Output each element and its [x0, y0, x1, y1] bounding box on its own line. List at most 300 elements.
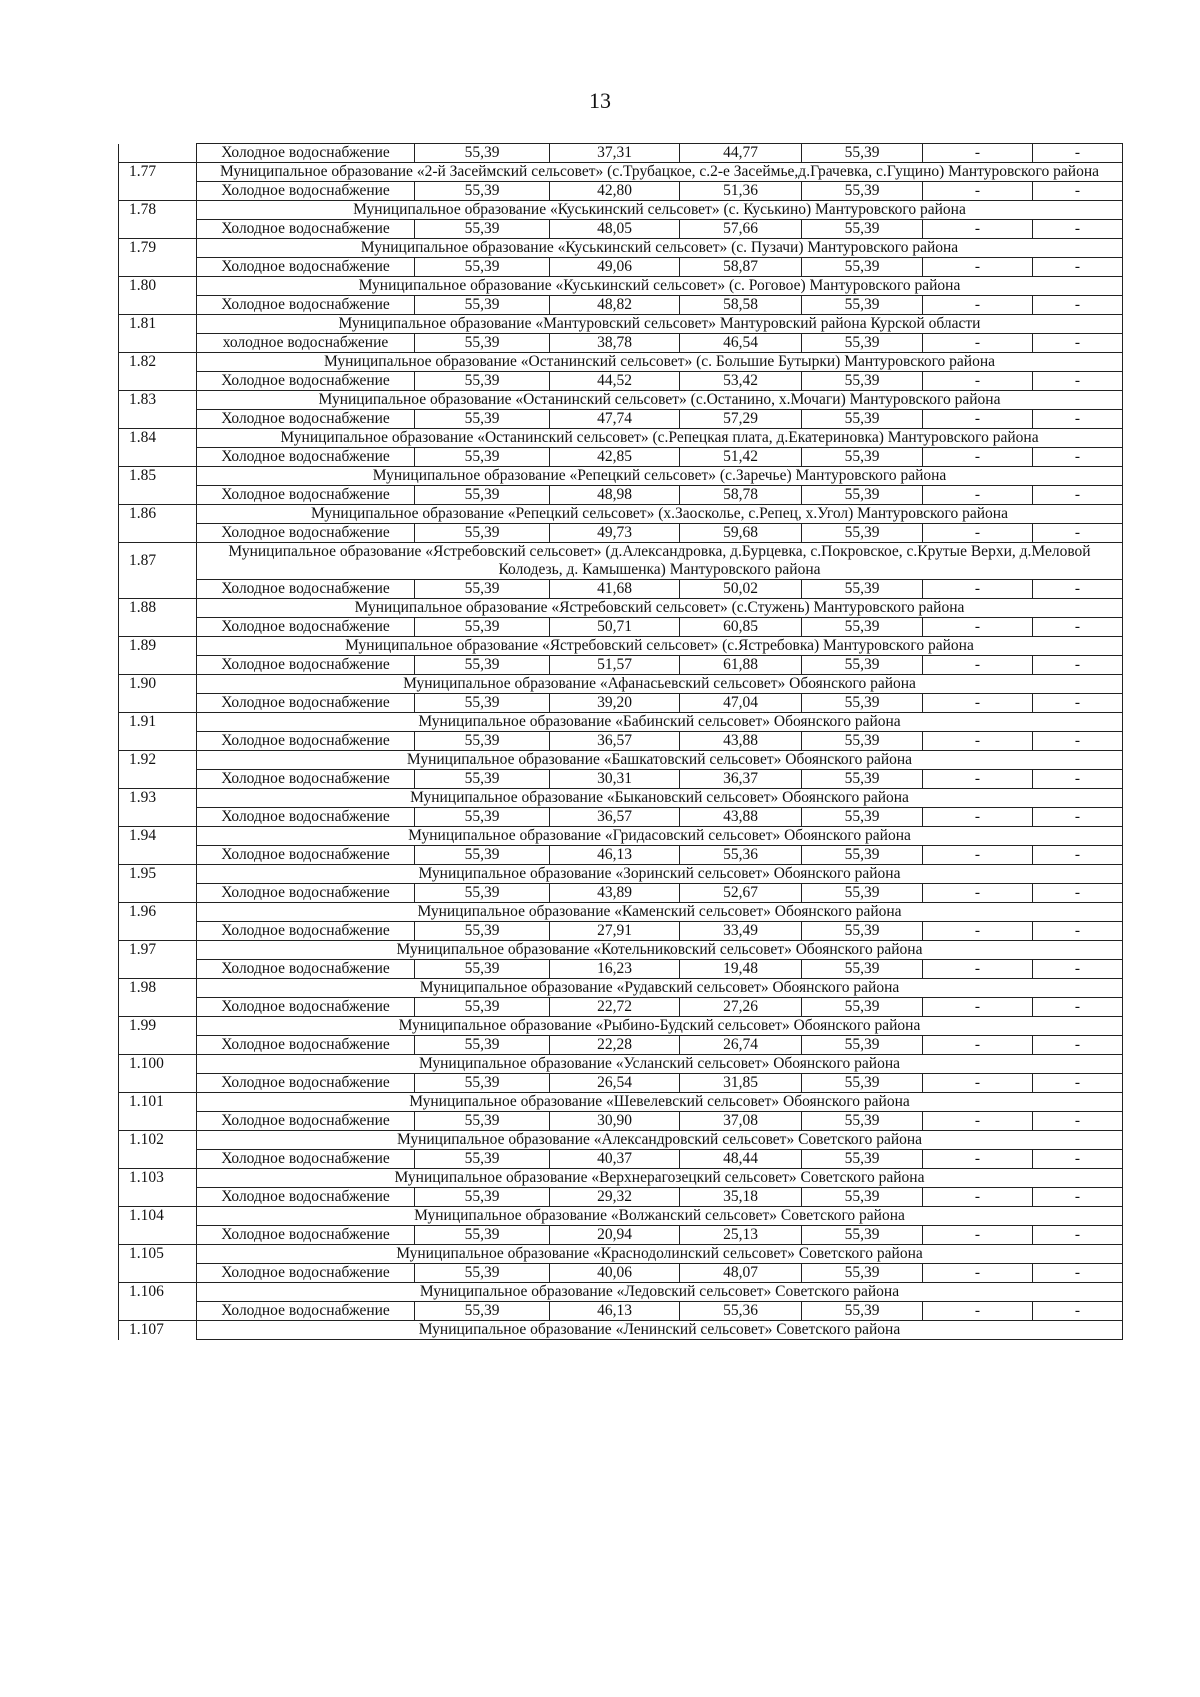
- municipality-title: Муниципальное образование «Ледовский сельсовет» Советского района: [197, 1283, 1123, 1302]
- service-row: [119, 1302, 1123, 1321]
- tariff-value: 55,39: [415, 770, 550, 789]
- tariff-value: -: [923, 808, 1033, 827]
- tariff-value: 37,31: [550, 144, 680, 163]
- tariff-value: -: [923, 1036, 1033, 1055]
- tariff-value: 57,29: [680, 410, 802, 429]
- tariff-value: -: [1033, 258, 1123, 277]
- tariff-value: 55,39: [802, 1074, 923, 1093]
- service-row: [119, 410, 1123, 429]
- service-row: [119, 884, 1123, 903]
- tariff-value: -: [923, 334, 1033, 353]
- municipality-title: Муниципальное образование «Афанасьевский сельсовет» Обоянского района: [197, 675, 1123, 694]
- tariff-value: 50,02: [680, 580, 802, 599]
- municipality-title: Муниципальное образование «Репецкий сельсовет» (с.Заречье) Мантуровского района: [197, 467, 1123, 486]
- tariff-value: -: [923, 372, 1033, 391]
- tariff-table: [118, 143, 1123, 1340]
- tariff-value: 55,39: [802, 486, 923, 505]
- tariff-value: 36,57: [550, 808, 680, 827]
- tariff-value: 55,39: [415, 960, 550, 979]
- tariff-value: -: [1033, 1188, 1123, 1207]
- service-name: Холодное водоснабжение: [197, 998, 415, 1017]
- tariff-value: 29,32: [550, 1188, 680, 1207]
- tariff-value: 48,07: [680, 1264, 802, 1283]
- tariff-value: 55,39: [802, 220, 923, 239]
- municipality-row: [119, 1055, 1123, 1074]
- tariff-value: 58,78: [680, 486, 802, 505]
- municipality-title: Муниципальное образование «Ястребовский сельсовет» (с.Стужень) Мантуровского района: [197, 599, 1123, 618]
- municipality-title: Муниципальное образование «2-й Засеймский сельсовет» (с.Трубацкое, с.2-е Засеймье,д.Грачевка, с.Гущино) Мантуровского района: [197, 163, 1123, 182]
- service-name: Холодное водоснабжение: [197, 1112, 415, 1131]
- service-name: Холодное водоснабжение: [197, 220, 415, 239]
- row-number-cell: [119, 770, 197, 789]
- municipality-title: Муниципальное образование «Усланский сельсовет» Обоянского района: [197, 1055, 1123, 1074]
- row-number-cell: [119, 1302, 197, 1321]
- tariff-value: 46,13: [550, 846, 680, 865]
- tariff-value: -: [1033, 1036, 1123, 1055]
- municipality-title: Муниципальное образование «Куськинский сельсовет» (с. Роговое) Мантуровского района: [197, 277, 1123, 296]
- tariff-value: 16,23: [550, 960, 680, 979]
- tariff-value: -: [923, 296, 1033, 315]
- tariff-value: 46,54: [680, 334, 802, 353]
- row-number-cell: [119, 486, 197, 505]
- municipality-title: Муниципальное образование «Быкановский сельсовет» Обоянского района: [197, 789, 1123, 808]
- tariff-value: 55,39: [802, 1188, 923, 1207]
- service-name: Холодное водоснабжение: [197, 182, 415, 201]
- service-name: Холодное водоснабжение: [197, 1264, 415, 1283]
- tariff-value: 41,68: [550, 580, 680, 599]
- tariff-value: 55,39: [802, 922, 923, 941]
- row-number-cell: [119, 258, 197, 277]
- service-name: Холодное водоснабжение: [197, 144, 415, 163]
- tariff-value: -: [1033, 1226, 1123, 1245]
- service-row: [119, 1150, 1123, 1169]
- municipality-row: [119, 1321, 1123, 1340]
- municipality-title: Муниципальное образование «Гридасовский сельсовет» Обоянского района: [197, 827, 1123, 846]
- tariff-value: 36,37: [680, 770, 802, 789]
- service-name: Холодное водоснабжение: [197, 524, 415, 543]
- row-number: 1.79: [119, 239, 197, 258]
- row-number-cell: [119, 1188, 197, 1207]
- tariff-value: -: [1033, 1112, 1123, 1131]
- tariff-value: 55,39: [802, 144, 923, 163]
- tariff-value: 55,39: [415, 1188, 550, 1207]
- row-number-cell: [119, 884, 197, 903]
- municipality-row: [119, 1093, 1123, 1112]
- tariff-value: 55,39: [802, 1036, 923, 1055]
- tariff-value: 50,71: [550, 618, 680, 637]
- service-name: Холодное водоснабжение: [197, 732, 415, 751]
- municipality-row: [119, 941, 1123, 960]
- tariff-value: -: [923, 846, 1033, 865]
- tariff-value: 55,39: [415, 1302, 550, 1321]
- service-name: Холодное водоснабжение: [197, 884, 415, 903]
- tariff-value: 55,39: [802, 884, 923, 903]
- service-name: Холодное водоснабжение: [197, 846, 415, 865]
- tariff-value: 55,39: [415, 1150, 550, 1169]
- service-row: [119, 1036, 1123, 1055]
- tariff-value: 48,05: [550, 220, 680, 239]
- tariff-value: 58,87: [680, 258, 802, 277]
- service-row: [119, 998, 1123, 1017]
- municipality-title: Муниципальное образование «Ястребовский сельсовет» (д.Александровка, д.Бурцевка, с.Покровское, с.Крутые Верхи, д.Меловой Колодезь, д. Камышенка) Мантуровского района: [197, 543, 1123, 580]
- row-number-cell: [119, 580, 197, 599]
- tariff-value: 55,39: [802, 334, 923, 353]
- service-row: [119, 808, 1123, 827]
- tariff-value: -: [923, 182, 1033, 201]
- tariff-value: -: [923, 922, 1033, 941]
- row-number-cell: [119, 618, 197, 637]
- service-name: Холодное водоснабжение: [197, 258, 415, 277]
- tariff-value: -: [923, 1226, 1033, 1245]
- tariff-value: 55,39: [415, 1074, 550, 1093]
- tariff-value: 52,67: [680, 884, 802, 903]
- tariff-value: 43,88: [680, 808, 802, 827]
- tariff-value: 55,39: [415, 1264, 550, 1283]
- tariff-value: 55,39: [415, 258, 550, 277]
- service-row: [119, 770, 1123, 789]
- municipality-title: Муниципальное образование «Останинский сельсовет» (с.Останино, х.Мочаги) Мантуровского района: [197, 391, 1123, 410]
- row-number: 1.90: [119, 675, 197, 694]
- tariff-value: 35,18: [680, 1188, 802, 1207]
- municipality-row: [119, 1283, 1123, 1302]
- row-number: 1.82: [119, 353, 197, 372]
- tariff-value: 55,39: [415, 144, 550, 163]
- municipality-row: [119, 1017, 1123, 1036]
- tariff-value: 43,89: [550, 884, 680, 903]
- tariff-value: 51,42: [680, 448, 802, 467]
- tariff-value: 43,88: [680, 732, 802, 751]
- municipality-row: [119, 1207, 1123, 1226]
- municipality-row: [119, 713, 1123, 732]
- tariff-value: 55,36: [680, 846, 802, 865]
- tariff-value: 55,39: [802, 998, 923, 1017]
- municipality-title: Муниципальное образование «Куськинский сельсовет» (с. Куськино) Мантуровского района: [197, 201, 1123, 220]
- row-number: 1.101: [119, 1093, 197, 1112]
- row-number-cell: [119, 694, 197, 713]
- service-row: [119, 618, 1123, 637]
- tariff-value: 55,39: [415, 808, 550, 827]
- tariff-value: 55,39: [415, 618, 550, 637]
- service-row: [119, 448, 1123, 467]
- municipality-row: [119, 277, 1123, 296]
- page-number: 13: [589, 88, 611, 113]
- row-number-cell: [119, 372, 197, 391]
- tariff-value: -: [1033, 732, 1123, 751]
- tariff-value: 55,39: [415, 486, 550, 505]
- tariff-value: 55,39: [802, 1112, 923, 1131]
- tariff-value: 40,06: [550, 1264, 680, 1283]
- tariff-value: -: [1033, 144, 1123, 163]
- service-name: Холодное водоснабжение: [197, 1036, 415, 1055]
- tariff-value: -: [1033, 1264, 1123, 1283]
- row-number-cell: [119, 448, 197, 467]
- tariff-value: -: [923, 448, 1033, 467]
- municipality-row: [119, 467, 1123, 486]
- tariff-value: 55,39: [802, 1302, 923, 1321]
- municipality-title: Муниципальное образование «Краснодолинский сельсовет» Советского района: [197, 1245, 1123, 1264]
- tariff-value: 49,06: [550, 258, 680, 277]
- service-name: Холодное водоснабжение: [197, 580, 415, 599]
- tariff-value: -: [923, 1302, 1033, 1321]
- tariff-value: 55,39: [415, 694, 550, 713]
- tariff-value: 55,39: [802, 1264, 923, 1283]
- tariff-value: 40,37: [550, 1150, 680, 1169]
- service-row: [119, 220, 1123, 239]
- tariff-value: -: [923, 998, 1033, 1017]
- tariff-value: 27,91: [550, 922, 680, 941]
- tariff-value: 51,36: [680, 182, 802, 201]
- municipality-title: Муниципальное образование «Шевелевский сельсовет» Обоянского района: [197, 1093, 1123, 1112]
- row-number: 1.86: [119, 505, 197, 524]
- tariff-value: 55,39: [802, 1226, 923, 1245]
- municipality-row: [119, 505, 1123, 524]
- tariff-value: -: [923, 580, 1033, 599]
- tariff-value: 47,74: [550, 410, 680, 429]
- service-row: [119, 656, 1123, 675]
- municipality-row: [119, 903, 1123, 922]
- service-name: Холодное водоснабжение: [197, 410, 415, 429]
- tariff-value: 55,39: [415, 732, 550, 751]
- tariff-value: 61,88: [680, 656, 802, 675]
- tariff-value: 55,39: [415, 448, 550, 467]
- tariff-value: -: [1033, 770, 1123, 789]
- row-number-cell: [119, 998, 197, 1017]
- municipality-title: Муниципальное образование «Каменский сельсовет» Обоянского района: [197, 903, 1123, 922]
- municipality-row: [119, 827, 1123, 846]
- service-name: Холодное водоснабжение: [197, 296, 415, 315]
- municipality-title: Муниципальное образование «Ленинский сельсовет» Советского района: [197, 1321, 1123, 1340]
- row-number-cell: [119, 334, 197, 353]
- tariff-value: 30,31: [550, 770, 680, 789]
- tariff-value: -: [923, 220, 1033, 239]
- municipality-row: [119, 599, 1123, 618]
- service-row: [119, 960, 1123, 979]
- tariff-value: 55,39: [802, 448, 923, 467]
- tariff-value: -: [1033, 960, 1123, 979]
- tariff-value: 55,39: [802, 960, 923, 979]
- tariff-value: -: [923, 618, 1033, 637]
- row-number: 1.97: [119, 941, 197, 960]
- municipality-title: Муниципальное образование «Ястребовский сельсовет» (с.Ястребовка) Мантуровского района: [197, 637, 1123, 656]
- municipality-row: [119, 1245, 1123, 1264]
- tariff-value: -: [1033, 694, 1123, 713]
- service-row: [119, 1226, 1123, 1245]
- tariff-table-body: [119, 144, 1123, 1340]
- municipality-row: [119, 315, 1123, 334]
- row-number: 1.95: [119, 865, 197, 884]
- municipality-title: Муниципальное образование «Рыбино-Будский сельсовет» Обоянского района: [197, 1017, 1123, 1036]
- row-number-cell: [119, 922, 197, 941]
- tariff-value: 55,39: [415, 524, 550, 543]
- tariff-value: 26,74: [680, 1036, 802, 1055]
- municipality-title: Муниципальное образование «Верхнерагозецкий сельсовет» Советского района: [197, 1169, 1123, 1188]
- row-number: 1.89: [119, 637, 197, 656]
- row-number: 1.84: [119, 429, 197, 448]
- tariff-value: 51,57: [550, 656, 680, 675]
- tariff-value: 55,39: [802, 372, 923, 391]
- service-row: [119, 486, 1123, 505]
- row-number-cell: [119, 960, 197, 979]
- row-number: 1.92: [119, 751, 197, 770]
- tariff-value: 48,82: [550, 296, 680, 315]
- tariff-value: 55,36: [680, 1302, 802, 1321]
- row-number: 1.81: [119, 315, 197, 334]
- service-name: Холодное водоснабжение: [197, 1188, 415, 1207]
- row-number: 1.100: [119, 1055, 197, 1074]
- row-number-cell: [119, 1074, 197, 1093]
- municipality-row: [119, 391, 1123, 410]
- tariff-value: 58,58: [680, 296, 802, 315]
- tariff-value: -: [923, 524, 1033, 543]
- tariff-value: 49,73: [550, 524, 680, 543]
- tariff-value: 22,72: [550, 998, 680, 1017]
- row-number-cell: [119, 296, 197, 315]
- tariff-value: 55,39: [802, 524, 923, 543]
- tariff-value: 26,54: [550, 1074, 680, 1093]
- tariff-value: 55,39: [802, 410, 923, 429]
- service-row: [119, 580, 1123, 599]
- service-row: [119, 296, 1123, 315]
- row-number: 1.87: [119, 543, 197, 580]
- service-row: [119, 258, 1123, 277]
- tariff-value: 55,39: [415, 334, 550, 353]
- service-row: [119, 1188, 1123, 1207]
- tariff-value: 55,39: [802, 1150, 923, 1169]
- service-row: [119, 144, 1123, 163]
- row-number: 1.106: [119, 1283, 197, 1302]
- municipality-title: Муниципальное образование «Бабинский сельсовет» Обоянского района: [197, 713, 1123, 732]
- tariff-value: 55,39: [802, 656, 923, 675]
- tariff-value: -: [1033, 372, 1123, 391]
- tariff-value: 42,85: [550, 448, 680, 467]
- tariff-value: 60,85: [680, 618, 802, 637]
- row-number: 1.99: [119, 1017, 197, 1036]
- municipality-title: Муниципальное образование «Котельниковский сельсовет» Обоянского района: [197, 941, 1123, 960]
- tariff-value: -: [923, 410, 1033, 429]
- row-number: 1.94: [119, 827, 197, 846]
- municipality-row: [119, 751, 1123, 770]
- tariff-value: -: [1033, 220, 1123, 239]
- tariff-value: 55,39: [415, 1036, 550, 1055]
- service-name: Холодное водоснабжение: [197, 694, 415, 713]
- tariff-value: 55,39: [802, 732, 923, 751]
- tariff-value: 55,39: [415, 922, 550, 941]
- row-number: 1.93: [119, 789, 197, 808]
- tariff-value: -: [923, 1112, 1033, 1131]
- municipality-title: Муниципальное образование «Зоринский сельсовет» Обоянского района: [197, 865, 1123, 884]
- municipality-row: [119, 865, 1123, 884]
- tariff-value: 36,57: [550, 732, 680, 751]
- tariff-value: 53,42: [680, 372, 802, 391]
- tariff-value: 42,80: [550, 182, 680, 201]
- tariff-value: 44,77: [680, 144, 802, 163]
- tariff-value: -: [1033, 580, 1123, 599]
- tariff-value: -: [923, 884, 1033, 903]
- tariff-value: -: [1033, 884, 1123, 903]
- tariff-value: -: [1033, 846, 1123, 865]
- row-number-cell: [119, 808, 197, 827]
- row-number: 1.83: [119, 391, 197, 410]
- tariff-value: 48,44: [680, 1150, 802, 1169]
- service-row: [119, 182, 1123, 201]
- tariff-value: 33,49: [680, 922, 802, 941]
- tariff-value: 25,13: [680, 1226, 802, 1245]
- tariff-value: 55,39: [802, 580, 923, 599]
- tariff-value: 27,26: [680, 998, 802, 1017]
- row-number-cell: [119, 1264, 197, 1283]
- tariff-value: -: [1033, 448, 1123, 467]
- tariff-value: 55,39: [802, 770, 923, 789]
- tariff-value: 55,39: [802, 846, 923, 865]
- municipality-title: Муниципальное образование «Рудавский сельсовет» Обоянского района: [197, 979, 1123, 998]
- service-name: Холодное водоснабжение: [197, 448, 415, 467]
- tariff-value: -: [1033, 486, 1123, 505]
- service-name: Холодное водоснабжение: [197, 486, 415, 505]
- tariff-value: -: [923, 1264, 1033, 1283]
- tariff-value: 46,13: [550, 1302, 680, 1321]
- tariff-value: -: [923, 258, 1033, 277]
- tariff-value: -: [923, 732, 1033, 751]
- service-row: [119, 846, 1123, 865]
- tariff-value: 57,66: [680, 220, 802, 239]
- service-row: [119, 1074, 1123, 1093]
- municipality-row: [119, 789, 1123, 808]
- tariff-value: -: [1033, 410, 1123, 429]
- service-name: Холодное водоснабжение: [197, 1302, 415, 1321]
- service-row: [119, 694, 1123, 713]
- municipality-row: [119, 979, 1123, 998]
- service-name: Холодное водоснабжение: [197, 372, 415, 391]
- tariff-value: 55,39: [415, 220, 550, 239]
- row-number: 1.77: [119, 163, 197, 182]
- tariff-value: 55,39: [415, 410, 550, 429]
- row-number: 1.80: [119, 277, 197, 296]
- service-row: [119, 334, 1123, 353]
- municipality-row: [119, 353, 1123, 372]
- service-name: Холодное водоснабжение: [197, 960, 415, 979]
- municipality-row: [119, 239, 1123, 258]
- tariff-value: 55,39: [415, 998, 550, 1017]
- tariff-value: -: [923, 1150, 1033, 1169]
- service-name: Холодное водоснабжение: [197, 656, 415, 675]
- service-row: [119, 732, 1123, 751]
- row-number-cell: [119, 1112, 197, 1131]
- municipality-row: [119, 637, 1123, 656]
- municipality-title: Муниципальное образование «Останинский сельсовет» (с.Репецкая плата, д.Екатериновка) Мантуровского района: [197, 429, 1123, 448]
- service-row: [119, 524, 1123, 543]
- tariff-value: 55,39: [802, 694, 923, 713]
- tariff-value: -: [923, 960, 1033, 979]
- service-row: [119, 372, 1123, 391]
- tariff-value: -: [1033, 1302, 1123, 1321]
- row-number: 1.107: [119, 1321, 197, 1340]
- service-name: Холодное водоснабжение: [197, 1226, 415, 1245]
- row-number: 1.85: [119, 467, 197, 486]
- tariff-value: 55,39: [415, 846, 550, 865]
- row-number: 1.102: [119, 1131, 197, 1150]
- service-name: Холодное водоснабжение: [197, 618, 415, 637]
- tariff-value: 55,39: [415, 1226, 550, 1245]
- tariff-value: -: [923, 1074, 1033, 1093]
- tariff-value: -: [1033, 998, 1123, 1017]
- tariff-value: 55,39: [415, 580, 550, 599]
- tariff-value: -: [923, 144, 1033, 163]
- tariff-value: -: [1033, 808, 1123, 827]
- tariff-value: 30,90: [550, 1112, 680, 1131]
- municipality-row: [119, 1131, 1123, 1150]
- municipality-title: Муниципальное образование «Волжанский сельсовет» Советского района: [197, 1207, 1123, 1226]
- tariff-value: 55,39: [415, 182, 550, 201]
